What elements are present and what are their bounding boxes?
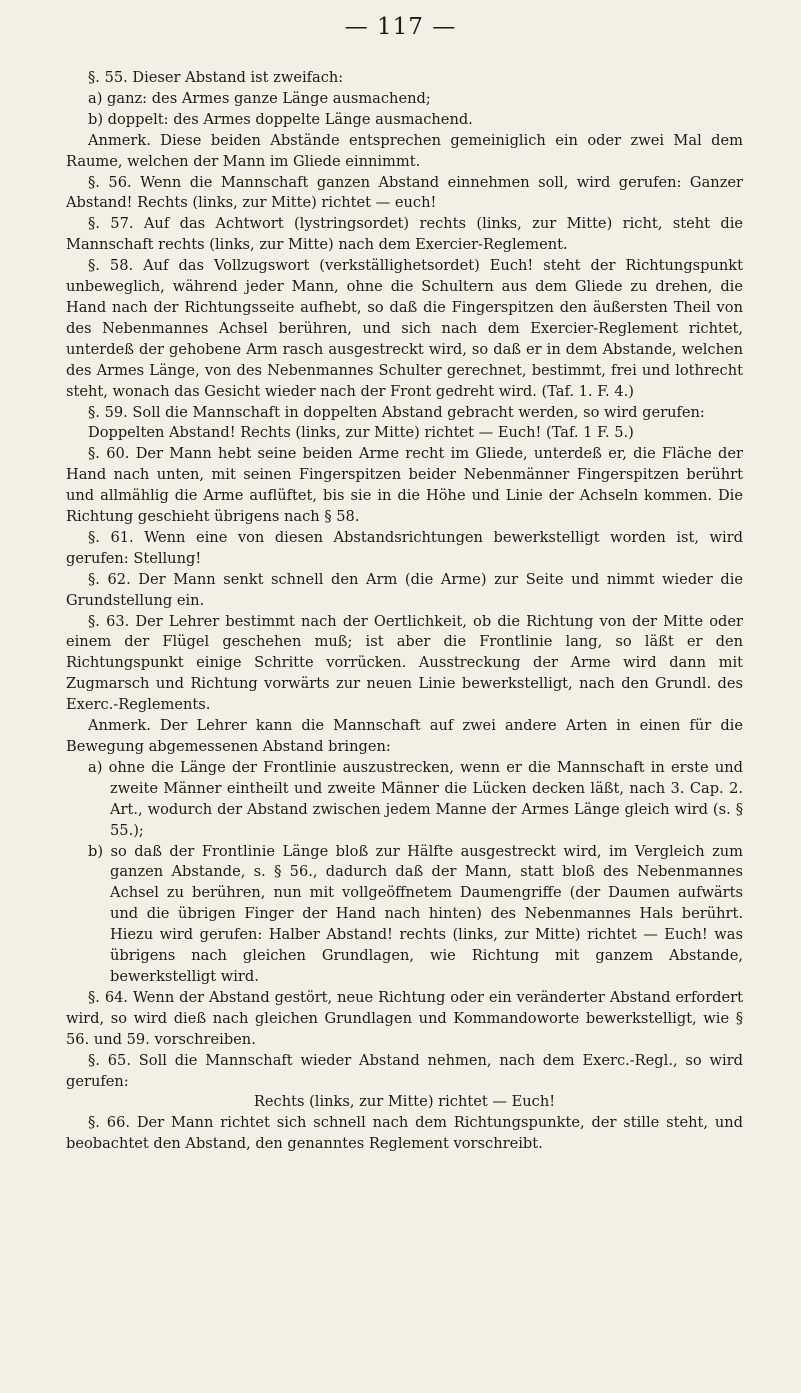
paragraph-62: §. 62. Der Mann senkt schnell den Arm (die Arme) zur Seite und nimmt wieder die Grundstellung ein. (66, 570, 743, 609)
remark-55: Anmerk. Diese beiden Abstände entsprechen gemeiniglich ein oder zwei Mal dem Raume, welchen der Mann im Gliede einnimmt. (66, 131, 743, 170)
command-59: Doppelten Abstand! Rechts (links, zur Mitte) richtet — Euch! (Taf. 1 F. 5.) (88, 424, 634, 442)
remark-63: Anmerk. Der Lehrer kann die Mannschaft auf zwei andere Arten in einen für die Bewegung abgemessenen Abstand bringen: (66, 717, 743, 755)
paragraph-66: §. 66. Der Mann richtet sich schnell nach dem Richtungspunkte, der stille steht, und beobachtet den Abstand, den genanntes Reglement vorschreibt. (66, 1114, 743, 1153)
paragraph-60: §. 60. Der Mann hebt seine beiden Arme recht im Gliede, unterdeß er, die Fläche der Hand nach unten, mit seinen Fingerspitzen beider Nebenmänner Fingerspitzen berührt und allmählig die Arme auflüftet, bis sie in die Höhe und Linie der Achseln kommen. Die Richtung geschieht übrigens nach § 58. (66, 445, 743, 526)
paragraph-55-a: a) ganz: des Armes ganze Länge ausmachend; (88, 89, 431, 107)
paragraph-59: §. 59. Soll die Mannschaft in doppelten Abstand gebracht werden, so wird gerufen: (88, 403, 705, 421)
remark-63-b: b) so daß der Frontlinie Länge bloß zur Hälfte ausgestreckt wird, im Vergleich zum ganzen Abstande, s. § 56., dadurch daß der Mann, statt bloß des Nebenmannes Achsel zu berühren, nun mit vollgeöffnetem Daumengriffe (der Daumen aufwärts und die übrigen Finger der Hand nach hinten) des Nebenmannes Hals berührt. Hiezu wird gerufen: Halber Abstand! rechts (links, zur Mitte) richtet — Euch! was übrigens nach gleichen Grundlagen, wie Richtung mit ganzem Abstande, bewerkstelligt wird. (88, 842, 743, 985)
paragraph-57: §. 57. Auf das Achtwort (lystringsordet) rechts (links, zur Mitte) richt, steht die Mannschaft rechts (links, zur Mitte) nach dem Exercier-Reglement. (66, 215, 743, 254)
paragraph-55: §. 55. Dieser Abstand ist zweifach: (88, 69, 344, 86)
remark-63-a: a) ohne die Länge der Frontlinie auszustrecken, wenn er die Mannschaft in erste und zweite Männer eintheilt und zweite Männer die Lücken decken läßt, nach 3. Cap. 2. Art., wodurch der Abstand zwischen jedem Manne der Armes Länge gleich wird (s. § 55.); (88, 758, 743, 839)
paragraph-61: §. 61. Wenn eine von diesen Abstandsrichtungen bewerkstelligt worden ist, wird gerufen: Stellung! (66, 528, 743, 567)
paragraph-58: §. 58. Auf das Vollzugswort (verkställighetsordet) Euch! steht der Richtungspunkt unbeweglich, während jeder Mann, ohne die Schultern aus dem Gliede zu drehen, die Hand nach der Richtungsseite aufhebt, so daß die Fingerspitzen den äußersten Theil von des Nebenmannes Achsel berühren, und sich nach dem Exercier-Reglement richtet, unterdeß der gehobene Arm rasch ausgestreckt wird, so daß er in dem Abstande, welchen des Armes Länge, von des Nebenmannes Schulter gerechnet, bestimmt, frei und lothrecht steht, wonach das Gesicht wieder nach der Front gedreht wird. (Taf. 1. F. 4.) (66, 257, 743, 400)
command-65: Rechts (links, zur Mitte) richtet — Euch! (253, 1093, 556, 1111)
paragraph-55-b: b) doppelt: des Armes doppelte Länge ausmachend. (88, 110, 473, 128)
page-number: — 117 — (344, 14, 457, 40)
paragraph-64: §. 64. Wenn der Abstand gestört, neue Richtung oder ein veränderter Abstand erfordert wird, so wird dieß nach gleichen Grundlagen und Kommandoworte bewerkstelligt, wie § 56. und 59. vorschreiben. (66, 988, 743, 1048)
paragraph-56: §. 56. Wenn die Mannschaft ganzen Abstand einnehmen soll, wird gerufen: Ganzer Abstand! Rechts (links, zur Mitte) richtet — euch! (66, 173, 743, 212)
paragraph-65: §. 65. Soll die Mannschaft wieder Abstand nehmen, nach dem Exerc.-Regl., so wird gerufen: (66, 1051, 743, 1090)
page-body (66, 68, 743, 1155)
paragraph-63: §. 63. Der Lehrer bestimmt nach der Oertlichkeit, ob die Richtung von der Mitte oder einem der Flügel geschehen muß; ist aber die Frontlinie lang, so läßt er den Richtungspunkt einige Schritte vorrücken. Ausstreckung der Arme wird dann mit Zugmarsch und Richtung vorwärts zur neuen Linie bewerkstelligt, nach den Grundl. des Exerc.-Reglements. (66, 612, 743, 714)
